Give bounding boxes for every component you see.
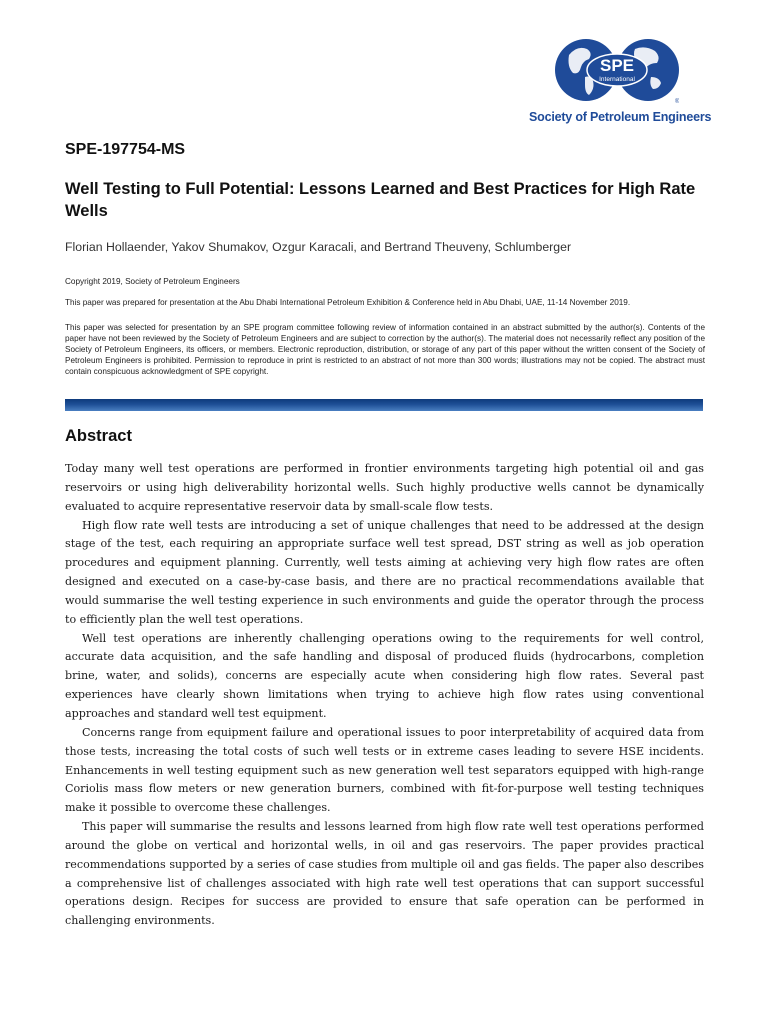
abstract-paragraph: Well test operations are inherently challenging operations owing to the requirements for well control, accurate data acquisition, and the safe handling and disposal of produced fluids (hydrocarbons, completion brine, water, and solids), concerns are especially acute when considering high flow rates. Several past experiences have clearly shown limitations when trying to achieve high flow rates using conventional approaches and standard well test equipment.	[65, 631, 704, 720]
section-divider	[65, 399, 703, 411]
abstract-paragraph: Today many well test operations are performed in frontier environments targeting high potential oil and gas reservoirs or using high deliverability horizontal wells. Such highly productive wells cannot be dynamically evaluated to acquire representative reservoir data by small-scale flow tests.	[65, 462, 704, 513]
abstract-heading: Abstract	[65, 427, 132, 445]
logo-caption: Society of Petroleum Engineers	[529, 110, 712, 124]
svg-text:®: ®	[675, 99, 679, 105]
paper-authors: Florian Hollaender, Yakov Shumakov, Ozgur Karacali, and Bertrand Theuveny, Schlumberger	[65, 240, 572, 254]
abstract-paragraph: High flow rate well tests are introducing a set of unique challenges that need to be addressed at the design stage of the test, each requiring an appropriate surface well test spread, DST string as well as job operation procedures and equipment planning. Currently, well tests aiming at achieving very high flow rates are often designed and executed on a case-by-case basis, and there are no practical recommendations available that would summarise the well testing experience in such environments and guide the operator through the process to efficiently plan the well test operations.	[65, 518, 704, 626]
logo-wordmark: SPE	[599, 56, 635, 75]
paper-title: Well Testing to Full Potential: Lessons Learned and Best Practices for High Rate Wells	[65, 180, 696, 220]
copyright-notice: Copyright 2019, Society of Petroleum Engineers	[65, 277, 240, 286]
abstract-body	[65, 460, 704, 931]
paper-id: SPE-197754-MS	[65, 141, 186, 158]
spe-globe-icon	[555, 33, 679, 107]
selection-disclaimer: This paper was selected for presentation by an SPE program committee following review of information contained in an abstract submitted by the author(s). Contents of the paper have not been reviewed by the Society of Petroleum Engineers and are subject to correction by the author(s). The material does not necessarily reflect any position of the Society of Petroleum Engineers, its officers, or members. Electronic reproduction, distribution, or storage of any part of this paper without the written consent of the Society of Petroleum Engineers is prohibited. Permission to reproduce in print is restricted to an abstract of not more than 300 words; illustrations may not be copied. The abstract must contain conspicuous acknowledgment of SPE copyright.	[65, 323, 705, 376]
presentation-note: This paper was prepared for presentation at the Abu Dhabi International Petroleum Exhibition & Conference held in Abu Dhabi, UAE, 11-14 November 2019.	[65, 298, 631, 307]
spe-logo	[529, 33, 712, 125]
abstract-paragraph: This paper will summarise the results and lessons learned from high flow rate well test operations performed around the globe on vertical and horizontal wells, in oil and gas reservoirs. The paper provides practical recommendations supported by a series of case studies from multiple oil and gas fields. The paper also describes a comprehensive list of challenges associated with high rate well test operations that can support successful operations design. Recipes for success are provided to ensure that safe operation can be performed in challenging environments.	[65, 820, 704, 928]
abstract-paragraph: Concerns range from equipment failure and operational issues to poor interpretability of acquired data from those tests, increasing the total costs of such well tests or in extreme cases leading to severe HSE incidents. Enhancements in well testing equipment such as new generation well test separators equipped with high-range Coriolis mass flow meters or new generation burners, combined with fit-for-purpose well testing techniques make it possible to overcome these challenges.	[65, 725, 704, 815]
logo-subtext: International	[599, 76, 635, 83]
